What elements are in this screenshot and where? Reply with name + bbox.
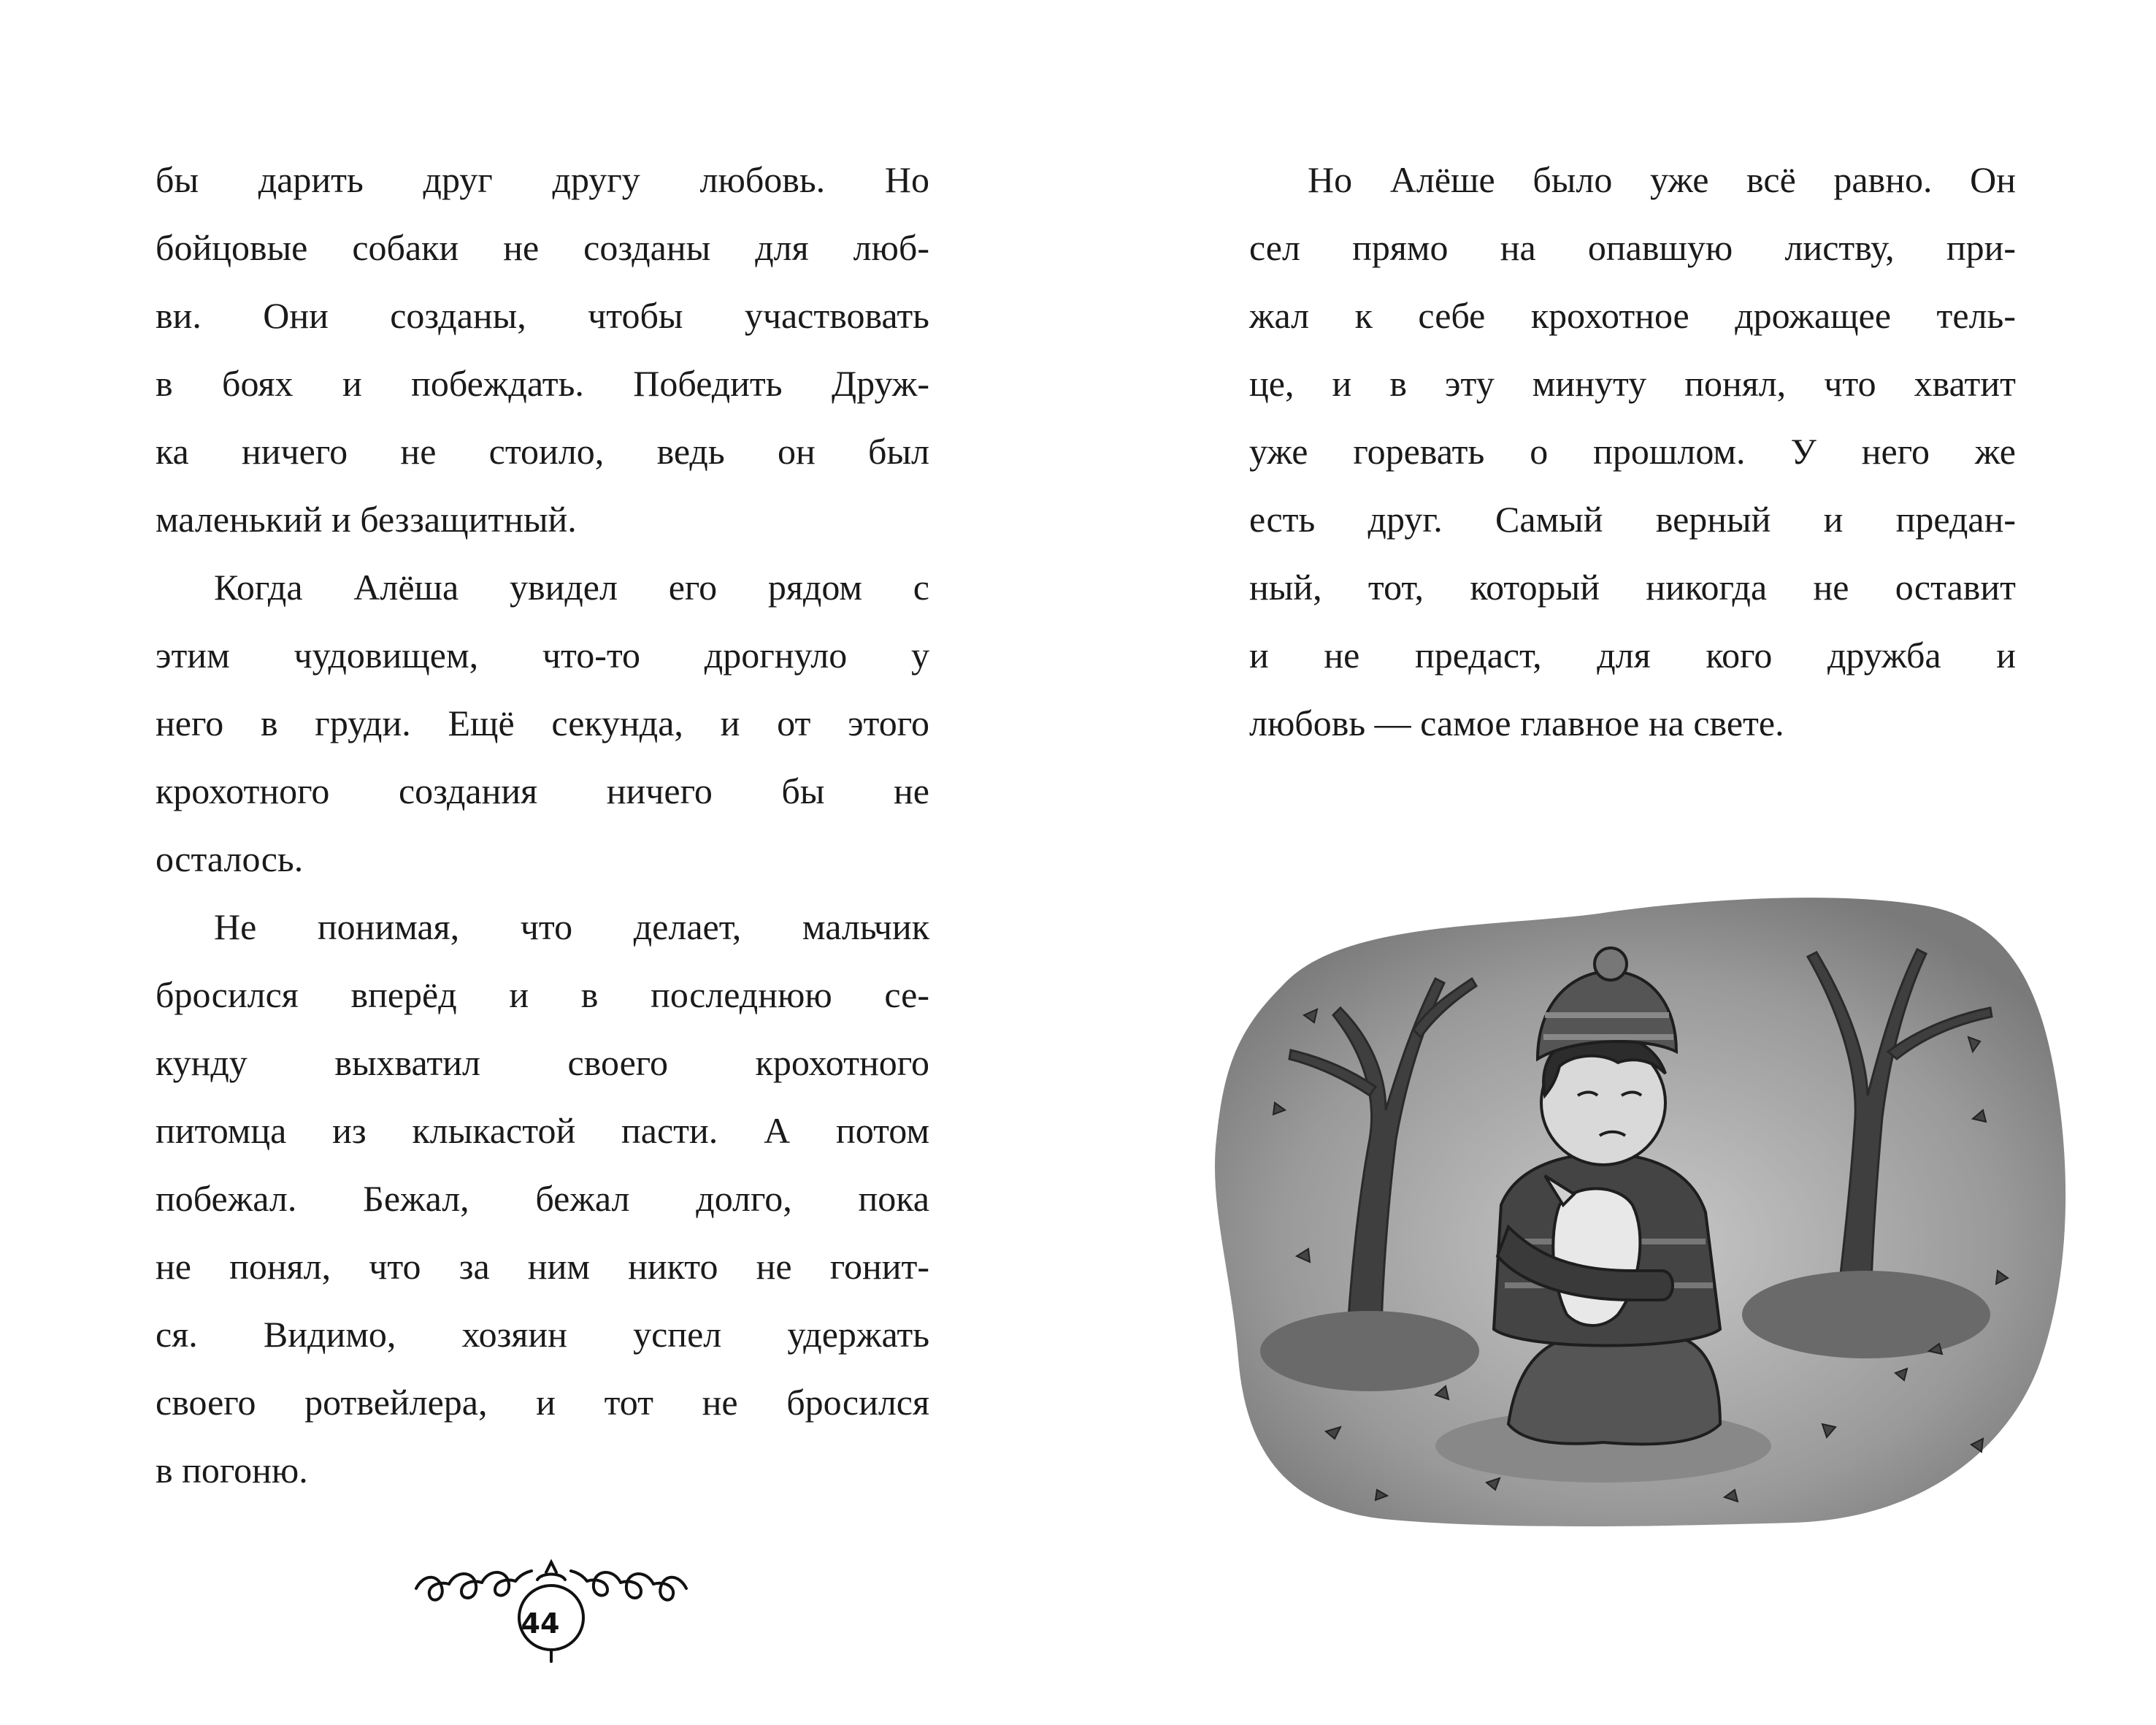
paragraph bbox=[1249, 146, 2016, 757]
text-line: жал к себе крохотное дрожащее тель- bbox=[1249, 295, 2016, 336]
text-line: бросился вперёд и в последнюю се- bbox=[156, 974, 929, 1015]
text-line: ный, тот, который никогда не оставит bbox=[1249, 567, 2016, 608]
paragraph bbox=[156, 554, 929, 893]
text-line: любовь — самое главное на свете. bbox=[1249, 703, 1784, 743]
text-line: Но Алёше было уже всё равно. Он bbox=[1308, 159, 2016, 200]
text-line: ка ничего не стоило, ведь он был bbox=[156, 431, 929, 472]
text-line: кунду выхватил своего крохотного bbox=[156, 1042, 929, 1083]
text-line: и не предаст, для кого дружба и bbox=[1249, 635, 2016, 676]
text-line: Когда Алёша увидел его рядом с bbox=[214, 567, 929, 608]
text-line: не понял, что за ним никто не гонит- bbox=[156, 1246, 929, 1287]
text-line: крохотного создания ничего бы не bbox=[156, 770, 929, 811]
text-line: уже горевать о прошлом. У него же bbox=[1249, 431, 2016, 472]
right-leaf-pile bbox=[1742, 1271, 1990, 1358]
text-line: ви. Они созданы, чтобы участвовать bbox=[156, 295, 929, 336]
page-number: 44 bbox=[521, 1607, 560, 1640]
text-line: своего ротвейлера, и тот не бросился bbox=[156, 1382, 929, 1423]
text-line: Не понимая, что делает, мальчик bbox=[214, 906, 929, 947]
text-line: этим чудовищем, что-то дрогнуло у bbox=[156, 635, 929, 676]
paragraph bbox=[156, 893, 929, 1504]
text-line: побежал. Бежал, бежал долго, пока bbox=[156, 1178, 929, 1219]
text-line: в боях и побеждать. Победить Друж- bbox=[156, 363, 929, 404]
text-line: бойцовые собаки не созданы для люб- bbox=[156, 227, 929, 268]
left-page-text bbox=[156, 146, 929, 1504]
text-line: есть друг. Самый верный и предан- bbox=[1249, 499, 2016, 540]
left-leaf-pile bbox=[1260, 1311, 1479, 1391]
text-line: в погоню. bbox=[156, 1450, 308, 1491]
text-line: маленький и беззащитный. bbox=[156, 499, 577, 540]
text-line: бы дарить друг другу любовь. Но bbox=[156, 159, 929, 200]
text-line: осталось. bbox=[156, 838, 304, 879]
text-line: ся. Видимо, хозяин успел удержать bbox=[156, 1314, 929, 1355]
right-page-text bbox=[1249, 146, 2016, 757]
text-line: питомца из клыкастой пасти. А потом bbox=[156, 1110, 929, 1151]
boy-with-puppy-illustration bbox=[1194, 862, 2078, 1534]
text-line: сел прямо на опавшую листву, при- bbox=[1249, 227, 2016, 268]
text-line: него в груди. Ещё секунда, и от этого bbox=[156, 703, 929, 743]
paragraph bbox=[156, 146, 929, 554]
text-line: це, и в эту минуту понял, что хватит bbox=[1249, 363, 2016, 404]
